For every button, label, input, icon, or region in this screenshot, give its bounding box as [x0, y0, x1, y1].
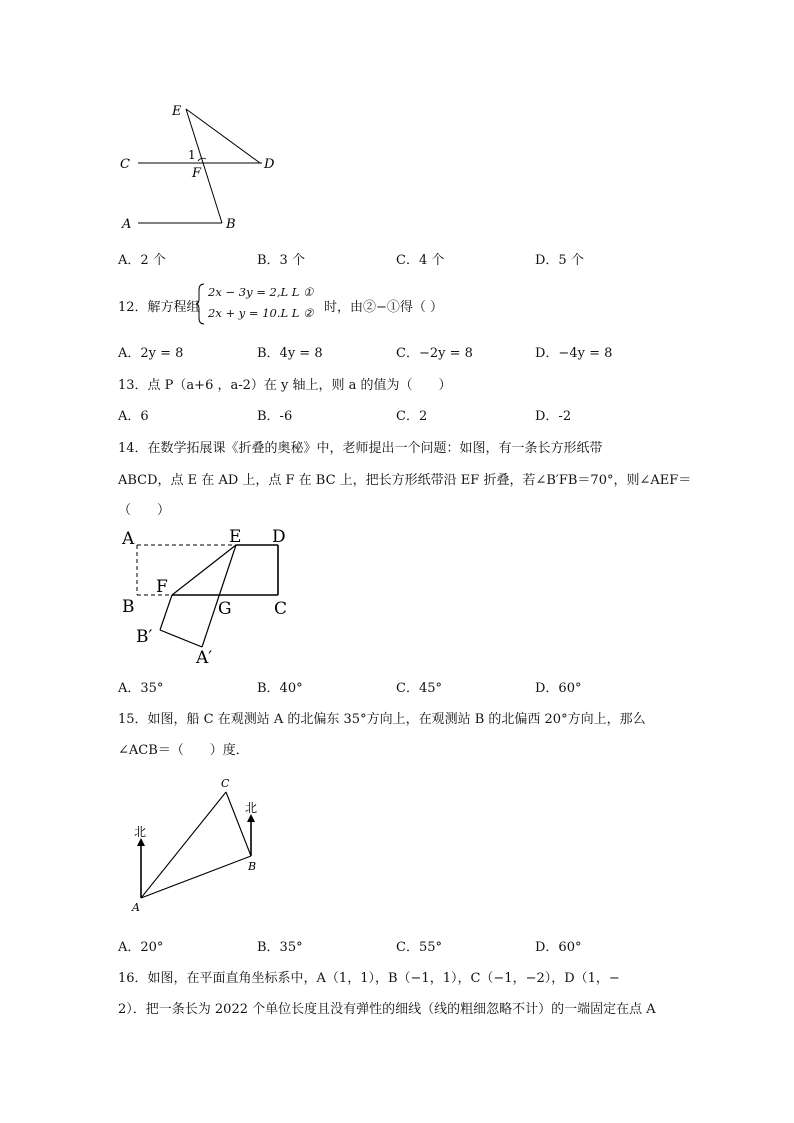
- label-C: C: [274, 599, 288, 619]
- equation-2: 2x + y = 10.L L ②: [208, 306, 314, 320]
- label-A: A: [122, 529, 135, 549]
- label-A-prime: A′: [196, 648, 213, 668]
- option-c[interactable]: C．55°: [396, 940, 442, 955]
- option-d[interactable]: D．5 个: [535, 253, 584, 268]
- label-G: G: [218, 599, 232, 619]
- label-1: 1: [188, 148, 196, 162]
- q14-line1: 14．在数学拓展课《折叠的奥秘》中，老师提出一个问题：如图，有一条长方形纸带: [118, 441, 603, 456]
- option-b[interactable]: B．35°: [257, 940, 303, 955]
- q12-suffix: 时，由②−①得（ ）: [324, 300, 444, 315]
- q11-options: [118, 249, 678, 267]
- option-b[interactable]: B．4y = 8: [257, 346, 323, 361]
- q14-line3: （ ）: [118, 503, 171, 518]
- option-c[interactable]: C．2: [396, 409, 428, 424]
- figure-q11: [110, 95, 290, 240]
- option-b[interactable]: B．3 个: [257, 253, 305, 268]
- brace-icon: [196, 283, 206, 325]
- label-B: B: [248, 860, 257, 873]
- option-b[interactable]: B．-6: [257, 409, 293, 424]
- label-B: B: [226, 217, 236, 232]
- option-d[interactable]: D．−4y = 8: [535, 346, 613, 361]
- label-A: A: [122, 217, 132, 232]
- label-B-prime: B′: [136, 627, 153, 647]
- option-a[interactable]: A．2 个: [118, 253, 166, 268]
- option-c[interactable]: C．−2y = 8: [396, 346, 473, 361]
- q15-options: [118, 936, 678, 954]
- label-A: A: [132, 901, 140, 914]
- equation-1: 2x − 3y = 2,L L ①: [208, 285, 314, 299]
- label-D: D: [264, 157, 275, 172]
- option-d[interactable]: D．60°: [535, 940, 582, 955]
- option-d[interactable]: D．-2: [535, 409, 572, 424]
- option-a[interactable]: A．20°: [118, 940, 164, 955]
- figure-q15: [120, 772, 280, 917]
- q13-question: 13．点 P（a+6 ，a-2）在 y 轴上，则 a 的值为（ ）: [118, 378, 452, 393]
- q12-options: [118, 342, 678, 360]
- label-C: C: [120, 157, 130, 172]
- option-a[interactable]: A．6: [118, 409, 149, 424]
- option-b[interactable]: B．40°: [257, 681, 303, 696]
- label-F: F: [156, 577, 168, 597]
- label-C: C: [221, 777, 230, 790]
- equation-system: [196, 283, 314, 325]
- q14-line2: ABCD，点 E 在 AD 上，点 F 在 BC 上，把长方形纸带沿 EF 折叠，若∠B′FB＝70°，则∠AEF＝: [118, 473, 692, 488]
- q14-options: [118, 677, 678, 695]
- q12-prefix: 12．解方程组: [118, 300, 200, 315]
- figure-q14: [110, 520, 310, 670]
- option-a[interactable]: A．2y = 8: [118, 346, 184, 361]
- q15-line2: ∠ACB＝（ ）度．: [118, 743, 249, 758]
- label-F: F: [192, 166, 202, 181]
- option-a[interactable]: A．35°: [118, 681, 164, 696]
- option-c[interactable]: C．4 个: [396, 253, 445, 268]
- label-E: E: [172, 104, 182, 119]
- q16-line1: 16．如图，在平面直角坐标系中，A（1，1），B（−1，1），C（−1，−2），D（1，−: [118, 971, 620, 986]
- label-B: B: [122, 597, 135, 617]
- north-label-b: 北: [245, 801, 258, 815]
- q13-options: [118, 405, 678, 423]
- option-c[interactable]: C．45°: [396, 681, 442, 696]
- option-d[interactable]: D．60°: [535, 681, 582, 696]
- q15-line1: 15．如图，船 C 在观测站 A 的北偏东 35°方向上，在观测站 B 的北偏西 20°方向上，那么: [118, 712, 646, 727]
- north-label-a: 北: [134, 825, 147, 839]
- label-D: D: [272, 527, 286, 547]
- q16-line2: 2）．把一条长为 2022 个单位长度且没有弹性的细线（线的粗细忽略不计）的一端固定在点 A: [118, 1002, 656, 1017]
- label-E: E: [229, 527, 242, 547]
